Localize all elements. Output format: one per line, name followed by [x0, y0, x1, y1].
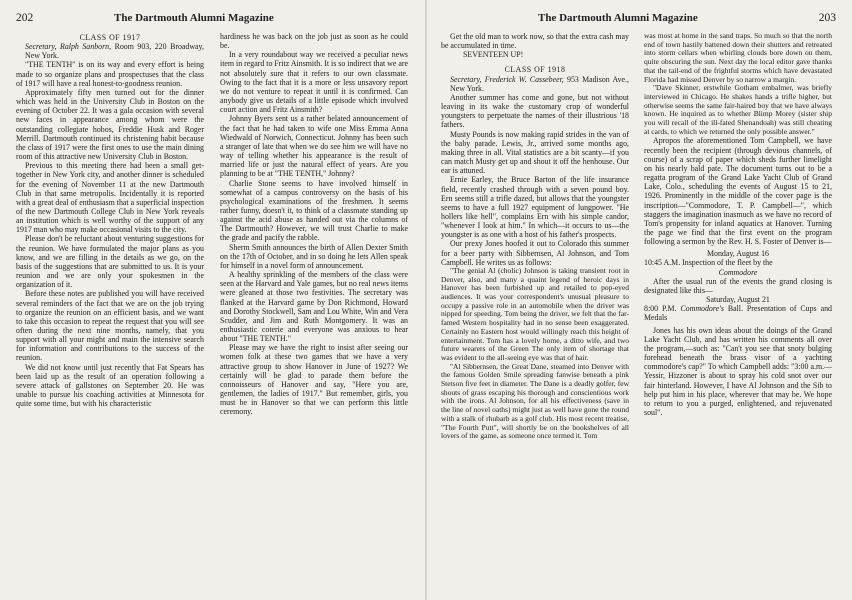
secretary-address: 953 Madison Ave., New York.	[450, 74, 629, 93]
secretary-address: Room 903, 220 Broadway, New York.	[25, 42, 204, 61]
right-page	[427, 0, 852, 600]
program-event: 10:45 A.M. Inspection of the fleet by the	[644, 258, 773, 268]
column-1	[16, 32, 204, 597]
quoted-paragraph: "Dave Skinner, erstwhile Gotham embalmer, was briefly interviewed in Chicago. He shakes hands a trifle higher, but otherwise seems the same fair-haired boy that we have always known. He inquired as to whether Blimp Morey (sister ship you will recall of the ill-fated Shenandoah) was still cheating at cards, to which we returned the only possible answer."	[644, 83, 832, 136]
program-event-time: 8:00 P.M.	[644, 304, 677, 314]
program-day: Saturday, August 21	[706, 295, 770, 305]
paragraph: hardiness he was back on the job just as soon as he could be.	[220, 32, 408, 51]
quoted-paragraph: "The genial Al (cholic) Johnson is taking transient root in Denver, also, and many a quaint legend of heroic days in Hanover has been furbished up and retailed to pop-eyed audiences. It was your correspondent's unusual pleasure to occupy a passive role in an automobile when the driver was nipped for speeding. Tom being the driver, we felt that the far-famed Western hospitality had in no sense been exaggerated. Certainly no Eastern host would willingly reach this height of entertainment. Tom has a lovely home, a ditto wife, and two future wearers of the Green The only item of shortage that was evident to the all-seeing eye was that of hair.	[441, 265, 629, 362]
paragraph: Sherm Smith announces the birth of Allen Dexter Smith on the 17th of October, and in so doing he lets Allen speak for himself in a novel form of announcement.	[220, 242, 408, 270]
secretary-line	[16, 42, 204, 60]
paragraph: Johnny Byers sent us a rather belated announcement of the fact that he had taken to wife one Miss Emma Anna Wiedwald of Norwich, Connecticut. Johnny has been such a stranger of late that when we do see him we will have no way of telling whether his appearance is the result of married life or just the natural effect of years. Are you planning to be at "THE TENTH," Johnny?	[220, 114, 408, 179]
paragraph: Get the old man to work now, so that the extra cash may be accumulated in time.	[441, 32, 629, 51]
program-event-title: Commodore's	[680, 304, 724, 314]
left-page-header	[16, 12, 411, 26]
quoted-paragraph: "Al Sibbernsen, the Great Dane, steamed into Denver with the famous Golden Smile spreading fanwise beneath a pink Stetson five feet in diameter. The Dane is a deadly golfer, few shouts of grass escaping his thorough and conscientious work with the irons. Al Johnson, for all his effectiveness (save in the line of novel oaths) might just as well have gone the round with a stalk of rhubarb as a golf club. His most recent treatise, "The Fourth Putt", will shortly be on the bookshelves of all lovers of the game, as someone once termed it. Tom	[441, 361, 629, 441]
paragraph: Our prexy Jones hoofed it out to Colorado this summer for a beer party with Sibbernsen, Al Johnson, and Tom Campbell. He writes us as follows:	[441, 239, 629, 267]
secretary-name: Frederick W. Cassebeer,	[484, 74, 564, 84]
page-number: 203	[818, 12, 836, 24]
program-event-detail: Ball. Presentation of Cups and Medals	[644, 304, 832, 323]
paragraph: Please don't be reluctant about venturing suggestions for the reunion. We have formulated the major plans as you know, and we are filling in the details as we go, on the basis of the suggestions that are submitted to us. It is your reunion and we are only your spokesmen in the organization of it.	[16, 234, 204, 290]
secretary-line	[441, 75, 629, 93]
paragraph: In a very roundabout way we received a peculiar news item in regard to Fritz Ainsmith. It is so indirect that we are not absolutely sure that it refers to our own classmate. Owing to the fact that it is a more or less unsavory report we do not venture to repeat it until it is confirmed. Can anybody give us details of a little episode which involved court action and Fritz Ainsmith?	[220, 50, 408, 115]
paragraph: Ernie Earley, the Bruce Barton of the life insurance field, recently crashed through with a seven pound boy. Ern seems still a trifle dazed, but allows that the youngster seems to have a full 1927 equipment of lungpower. "He hollers like hell", complains Ern with his simple candor, "whenever I look at him." In which—it occurs to us—the youngster is as one with a host of his father's prospects.	[441, 175, 629, 240]
class-heading: CLASS OF 1918	[504, 65, 566, 75]
paragraph: Please may we have the right to insist after seeing our women folk at these two games that we have a very attractive group to show Hanover in June of 1927? We certainly will be glad to parade them before the connoisseurs of Hanover and say, "Here you are, gentlemen, the ladies of 1917." But remember, girls, you must be in Hanover so that we can perform this little ceremony.	[220, 343, 408, 417]
paragraph: A healthy sprinkling of the members of the class were seen at the Harvard and Yale games, but no real news items were gleaned at those two festivities. The secretary was flanked at the Harvard game by Don Richmond, Howard and Dorothy Stockwell, Sam and Lou White, Win and Vera Scudder, and Jim and Ruth Montgomery. It was an enthusiastic coterie and everyone was anxious to hear about "THE TENTH."	[220, 270, 408, 344]
paragraph: Apropos the aforementioned Tom Campbell, we have recently been the recipient (through devious channels, of course) of a scrap of paper which sheds further limelight on his nearly bald pate. The document turns out to be a regatta program of the Grand Lake Yacht Club of Grand Lake, Colo., scheduling the events of August 15 to 21, 1926. Prominently in the middle of the cover page is the inscription—"Commodore, T. P. Campbell—", which staggers the imagination inasmuch as we have no record of Tom's propensity for inland aquatics at Hanover. Turning the page we find that the first event on the program following a sermon by the Rev. H. S. Foster of Denver is—	[644, 136, 832, 247]
paragraph: Previous to this meeting there had been a small get-together in New York city, and another dinner is scheduled for the evening of November 11 at the new Dartmouth Club in that same metropolis. Incidentally it is reported with a great deal of enthusiasm that a superficial inspection of the new Dartmouth College Club in New York reveals an institution which is well worthy of the support of any 1917 man who may make occasional visits to the city.	[16, 161, 204, 235]
program-event-title: Commodore	[718, 267, 758, 277]
secretary-label: Secretary,	[25, 42, 57, 52]
right-page-header	[441, 12, 836, 26]
column-3	[441, 32, 629, 597]
quoted-paragraph: was most at home in the sand traps. So much so that the north end of town hastily battened down their shutters and retreated into storm cellars when whirling clouds bore down on them, quite obscuring the sun. Next day the local editor gave thanks that the tail-end of the frightful storms which have devastated Florida had missed Denver by so narrow a margin.	[644, 32, 832, 84]
paragraph: "THE TENTH" is on its way and every effort is being made to so organize plans and prospectuses that the class of 1917 will have a real honest-to-goodness reunion.	[16, 60, 204, 88]
left-page	[0, 0, 425, 600]
paragraph: Charlie Stone seems to have involved himself in somewhat of a campus controversy on the basis of his psychological examinations of the freshmen. It seems rather funny, doesn't it, to think of a classmate standing up against the acid abuse as handed out via the columns of The Dartmouth? However, we will trust Charlie to make the grade and pacify the rabble.	[220, 178, 408, 243]
spacer	[441, 59, 629, 64]
running-title: The Dartmouth Alumni Magazine	[538, 12, 698, 24]
paragraph: We did not know until just recently that Fat Spears has been laid up as the result of an operation following a severe attack of gallstones on September 20. He was unable to pursue his coaching activities at Minnesota for quite some time, but with his characteristic	[16, 362, 204, 409]
program-event	[644, 304, 832, 322]
paragraph: Approximately fifty men turned out for the dinner which was held in the University Club in Boston on the evening of October 22. It was a gala occasion with several new faces in appearance among whom were the outstanding collegiate hobos, Freddie Husk and Roger Merrill. Dartmouth continued its christening habit because the class of 1917 were the first ones to use the main dining room of this attractive new University Club in Boston.	[16, 87, 204, 162]
paragraph: Another summer has come and gone, but not without leaving in its wake the customary crop of wonderful youngsters to perpetuate the names of their illustrious '18 fathers.	[441, 92, 629, 130]
column-2	[220, 32, 408, 597]
class-heading: CLASS OF 1917	[79, 33, 141, 42]
shout-line: SEVENTEEN UP!	[463, 50, 524, 60]
page-number: 202	[16, 12, 34, 24]
paragraph: Jones has his own ideas about the doings of the Grand Lake Yacht Club, and has written his comments all over the program,—such as: "Can't you see that snoty bulging forehead beneath the brass visor of a yachting commodore's cap?" To which Campbell adds: "3:00 a.m.—Yessir, Hizzoner is about to spray his cold snot over our fair hinterland. However, I have Al Johnson and the Sib to help put him in his place, wherever that may be. We hope to return to you a purged, enlightened, and rejuvenated soul".	[644, 325, 832, 417]
secretary-name: Ralph Sanborn,	[60, 42, 112, 52]
paragraph: Before these notes are published you will have received several reminders of the fact that we are on the job trying to organize the reunion on an efficient basis, and we want to take this occasion to repeat the request that you will see often during the next nine months, namely, that you support with all your might and main the intensive search for information and contributions to the success of the reunion.	[16, 289, 204, 363]
paragraph: After the usual run of the events the grand closing is designated like this—	[644, 276, 832, 295]
secretary-label: Secretary,	[450, 74, 482, 84]
paragraph: Musty Pounds is now making rapid strides in the van of the baby parade. Lewis, Jr., arrived some months ago, making three in all. Vital statistics are a bit scanty—if you can match Musty get up and shout it off the henhouse. Our ear is attuned.	[441, 129, 629, 176]
running-title: The Dartmouth Alumni Magazine	[114, 12, 274, 24]
program-day: Monday, August 16	[707, 249, 769, 259]
column-4	[644, 32, 832, 597]
